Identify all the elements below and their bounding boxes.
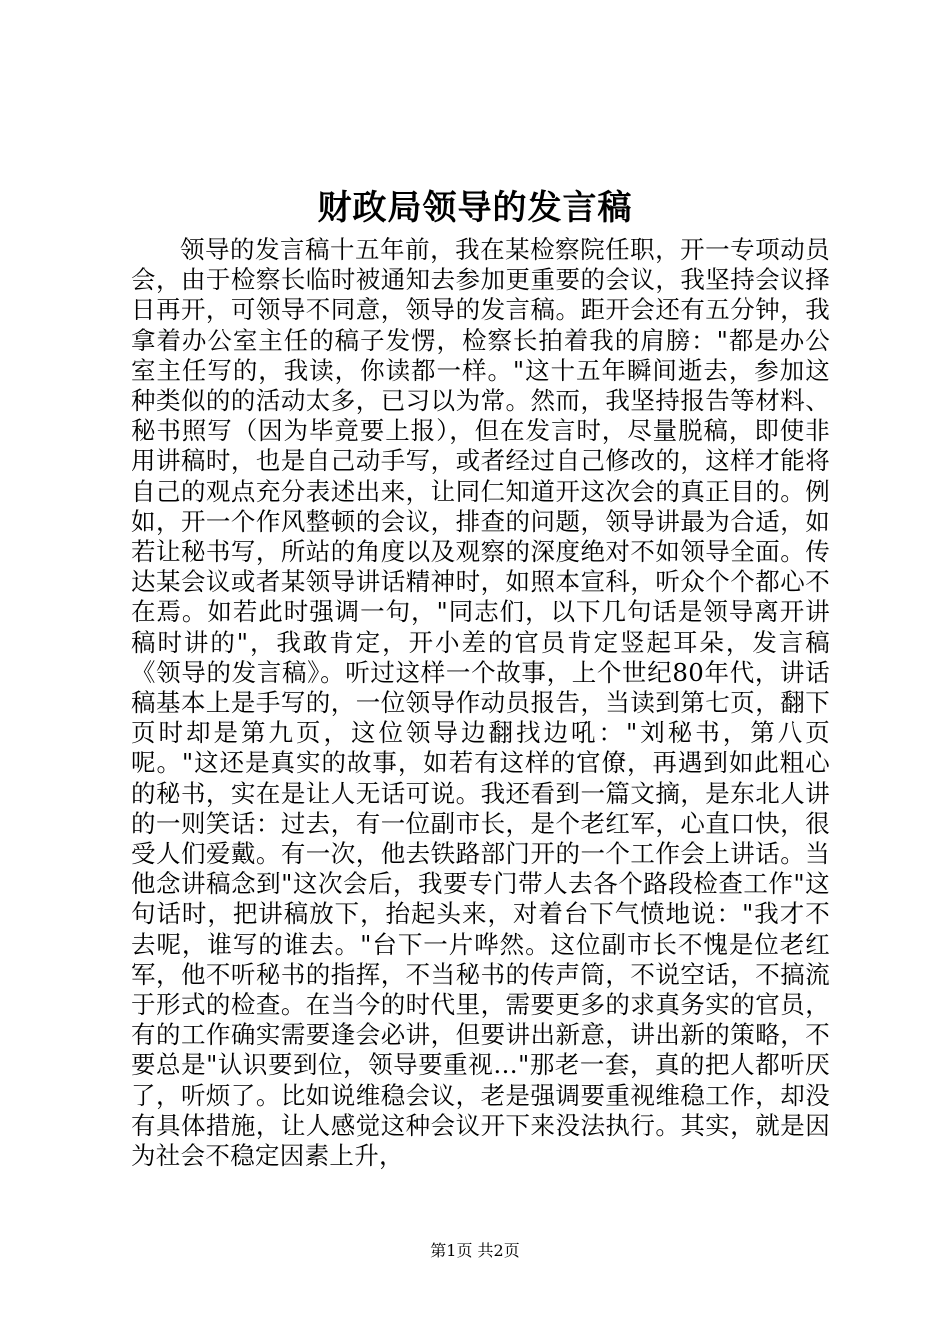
document-body-paragraph: 领导的发言稿十五年前，我在某检察院任职，开一专项动员会，由于检察长临时被通知去参加更重要的会议，我坚持会议择日再开，可领导不同意，领导的发言稿。距开会还有五分钟，我拿着办公室主任的稿子发愣，检察长拍着我的肩膀："都是办公室主任写的，我读，你读都一样。"这十五年瞬间逝去，参加这种类似的的活动太多，已习以为常。然而，我坚持报告等材料、秘书照写（因为毕竟要上报），但在发言时，尽量脱稿，即使非用讲稿时，也是自己动手写，或者经过自己修改的，这样才能将自己的观点充分表述出来，让同仁知道开这次会的真正目的。例如，开一个作风整顿的会议，排查的问题，领导讲最为合适，如若让秘书写，所站的角度以及观察的深度绝对不如领导全面。传达某会议或者某领导讲话精神时，如照本宣科，听众个个都心不在焉。如若此时强调一句，"同志们，以下几句话是领导离开讲稿时讲的"，我敢肯定，开小差的官员肯定竖起耳朵，发言稿《领导的发言稿》。听过这样一个故事，上个世纪80年代，讲话稿基本上是手写的，一位领导作动员报告，当读到第七页，翻下页时却是第九页，这位领导边翻找边吼："刘秘书，第八页呢。"这还是真实的故事，如若有这样的官僚，再遇到如此粗心的秘书，实在是让人无话可说。我还看到一篇文摘，是东北人讲的一则笑话：过去，有一位副市长，是个老红军，心直口快，很受人们爱戴。有一次，他去铁路部门开的一个工作会上讲话。当他念讲稿念到"这次会后，我要专门带人去各个路段检查工作"这句话时，把讲稿放下，抬起头来，对着台下气愤地说："我才不去呢，谁写的谁去。"台下一片哗然。这位副市长不愧是位老红军，他不听秘书的指挥，不当秘书的传声筒，不说空话，不搞流于形式的检查。在当今的时代里，需要更多的求真务实的官员，有的工作确实需要逢会必讲，但要讲出新意，讲出新的策略，不要总是"认识要到位，领导要重视…"那老一套，真的把人都听厌了，听烦了。比如说维稳会议，老是强调要重视维稳工作，却没有具体措施，让人感觉这种会议开下来没法执行。其实，就是因为社会不稳定因素上升，: [131, 235, 830, 1171]
page-number-footer: 第1页 共2页: [430, 1241, 520, 1260]
document-title: 财政局领导的发言稿: [317, 188, 633, 228]
